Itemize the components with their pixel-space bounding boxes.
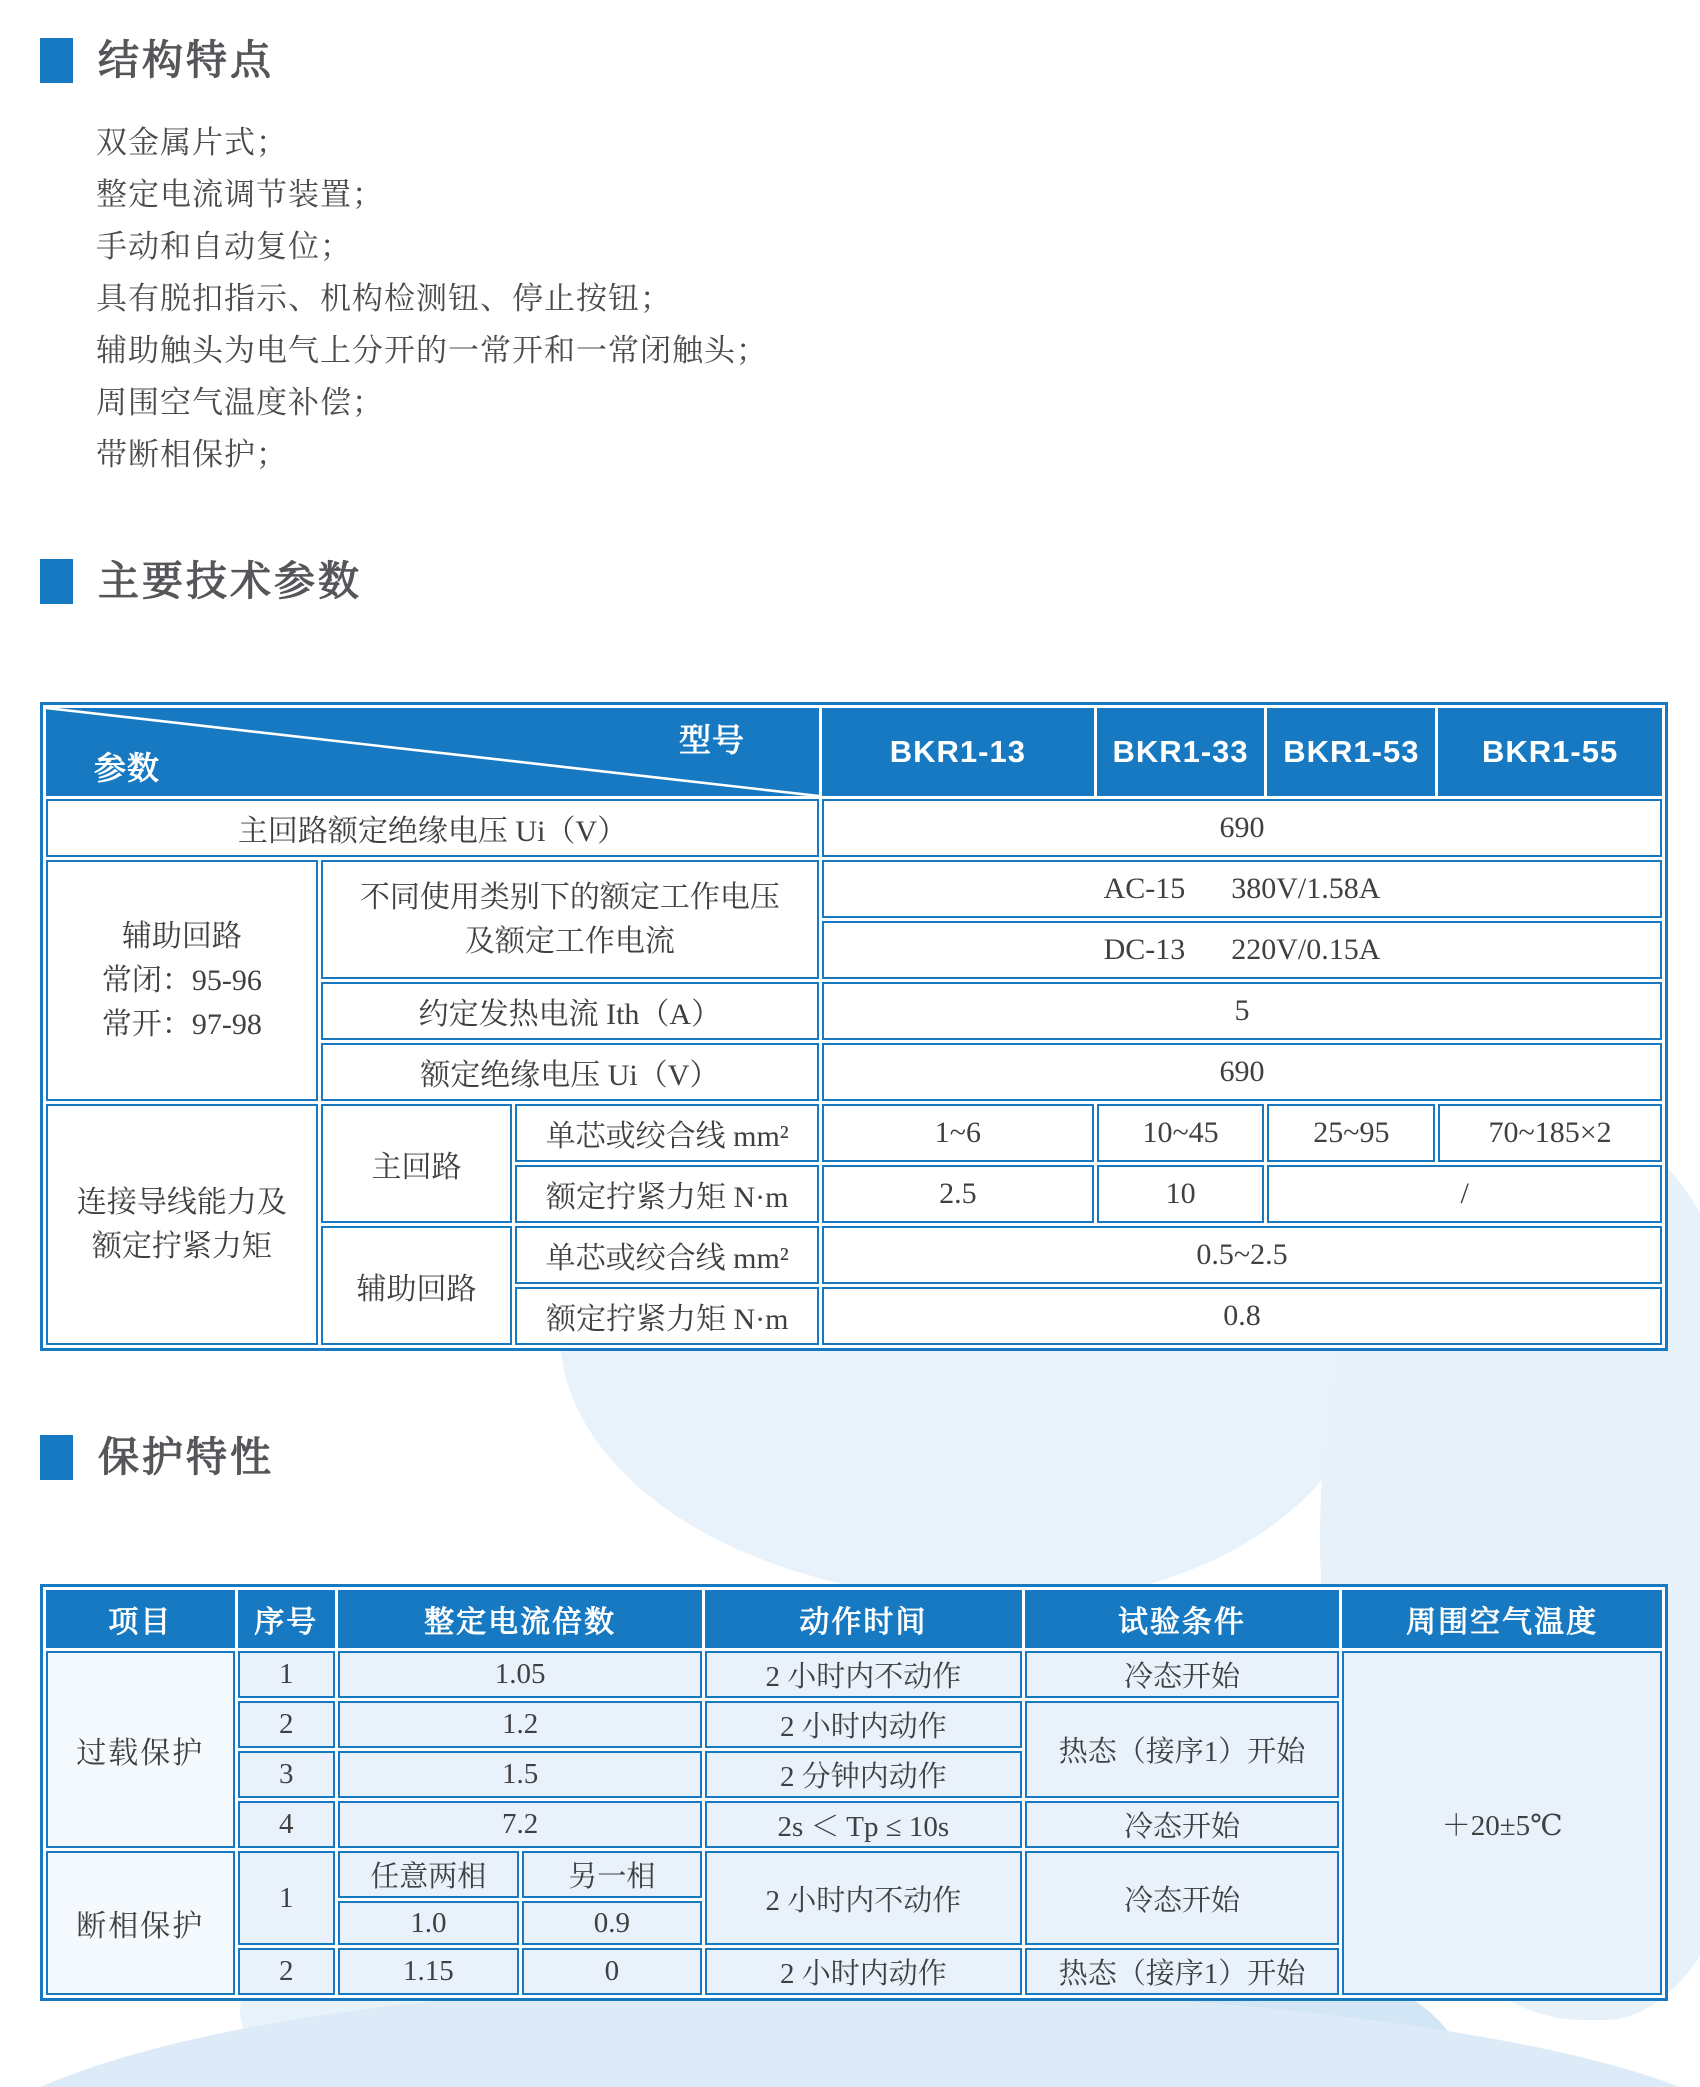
time-cell: 2 分钟内动作: [705, 1751, 1021, 1798]
main-wire-value-cell: 10~45: [1097, 1104, 1265, 1162]
table-header-row: [46, 1590, 1662, 1648]
corner-label-model: 型号: [679, 722, 746, 758]
ac-value: 380V/1.58A: [1231, 872, 1381, 905]
wire-size-label-cell: 单芯或绞合线 mm²: [515, 1104, 819, 1162]
table-header-row: [46, 708, 1662, 796]
header-current-multiple: 整定电流倍数: [338, 1590, 702, 1648]
model-header-bkr1-55: BKR1-55: [1438, 708, 1662, 796]
corner-label-parameter: 参数: [94, 750, 161, 786]
aux-circuit-line: 常开：97-98: [101, 1007, 262, 1041]
section-heading-protection: [40, 1435, 1668, 1480]
corner-cell: [46, 708, 819, 796]
condition-cell: 冷态开始: [1025, 1651, 1340, 1698]
ith-value-cell: 5: [822, 982, 1662, 1040]
two-phase-subheader-cell: 任意两相: [338, 1851, 519, 1898]
overload-group-cell: 过载保护: [46, 1651, 235, 1848]
two-phase-value-cell: 1.15: [338, 1948, 519, 1995]
torque-label-cell: 额定拧紧力矩 N·m: [515, 1165, 819, 1223]
feature-item: 具有脱扣指示、机构检测钮、停止按钮；: [96, 281, 672, 316]
time-cell: 2 小时内动作: [705, 1701, 1021, 1748]
serial-cell: 1: [238, 1851, 335, 1945]
model-header-bkr1-33: BKR1-33: [1097, 708, 1265, 796]
section-bullet-square: [40, 38, 73, 83]
multiple-cell: 1.05: [338, 1651, 702, 1698]
multiple-cell: 1.5: [338, 1751, 702, 1798]
time-cell: 2 小时内不动作: [705, 1651, 1021, 1698]
feature-item: 双金属片式；: [96, 125, 288, 160]
torque-label-cell: 额定拧紧力矩 N·m: [515, 1287, 819, 1345]
technical-parameters-table: [40, 702, 1668, 1351]
condition-cell: 冷态开始: [1025, 1801, 1340, 1848]
model-header-bkr1-53: BKR1-53: [1267, 708, 1435, 796]
header-item: 项目: [46, 1590, 235, 1648]
serial-cell: 2: [238, 1701, 335, 1748]
time-cell: 2 小时内动作: [705, 1948, 1021, 1995]
section-bullet-square: [40, 559, 73, 604]
time-cell: 2s ＜ Tp ≤ 10s: [705, 1801, 1021, 1848]
aux-wire-value-cell: 0.5~2.5: [822, 1226, 1662, 1284]
main-circuit-label-cell: 主回路: [321, 1104, 513, 1223]
ambient-temperature-cell: ＋20±5℃: [1342, 1651, 1662, 1995]
serial-cell: 3: [238, 1751, 335, 1798]
dc-rating-cell: [822, 921, 1662, 979]
table-row: [46, 799, 1662, 857]
serial-cell: 4: [238, 1801, 335, 1848]
serial-cell: 1: [238, 1651, 335, 1698]
feature-item: 周围空气温度补偿；: [96, 385, 384, 420]
main-ui-value-cell: 690: [822, 799, 1662, 857]
section-title-params: 主要技术参数: [98, 558, 362, 604]
feature-item: 手动和自动复位；: [96, 229, 352, 264]
duty-class-label-cell: [321, 860, 819, 979]
section-title-protection: 保护特性: [98, 1434, 274, 1480]
table-row: [46, 1651, 1662, 1698]
wiring-group-line: 连接导线能力及: [76, 1185, 287, 1219]
two-phase-value-cell: 1.0: [338, 1901, 519, 1945]
feature-item: 整定电流调节装置；: [96, 177, 384, 212]
table-row: [46, 860, 1662, 918]
ith-label-cell: 约定发热电流 Ith（A）: [321, 982, 819, 1040]
wiring-group-cell: [46, 1104, 318, 1345]
condition-cell: 热态（接序1）开始: [1025, 1701, 1340, 1798]
feature-item: 带断相保护；: [96, 437, 288, 472]
other-phase-value-cell: 0.9: [522, 1901, 703, 1945]
aux-circuit-line: 常闭：95-96: [101, 963, 262, 997]
header-serial: 序号: [238, 1590, 335, 1648]
aux-circuit-label-cell: 辅助回路: [321, 1226, 513, 1345]
other-phase-subheader-cell: 另一相: [522, 1851, 703, 1898]
condition-cell: 热态（接序1）开始: [1025, 1948, 1340, 1995]
aux-torque-value-cell: 0.8: [822, 1287, 1662, 1345]
wire-size-label-cell: 单芯或绞合线 mm²: [515, 1226, 819, 1284]
feature-list: [96, 117, 1668, 481]
header-action-time: 动作时间: [705, 1590, 1021, 1648]
multiple-cell: 1.2: [338, 1701, 702, 1748]
aux-ui-label-cell: 额定绝缘电压 Ui（V）: [321, 1043, 819, 1101]
other-phase-value-cell: 0: [522, 1948, 703, 1995]
duty-class-label-line: 不同使用类别下的额定工作电压: [359, 880, 780, 914]
main-torque-value-cell: 10: [1097, 1165, 1265, 1223]
section-heading-features: [40, 38, 1668, 83]
ac-class: AC-15: [1103, 872, 1186, 905]
dc-value: 220V/0.15A: [1231, 933, 1381, 966]
main-torque-value-cell: /: [1267, 1165, 1662, 1223]
model-header-bkr1-13: BKR1-13: [822, 708, 1094, 796]
serial-cell: 2: [238, 1948, 335, 1995]
ac-rating-cell: [822, 860, 1662, 918]
section-heading-params: [40, 559, 1668, 604]
aux-circuit-group-cell: [46, 860, 318, 1101]
main-wire-value-cell: 1~6: [822, 1104, 1094, 1162]
protection-characteristics-table: [40, 1584, 1668, 2001]
main-wire-value-cell: 25~95: [1267, 1104, 1435, 1162]
multiple-cell: 7.2: [338, 1801, 702, 1848]
section-bullet-square: [40, 1435, 73, 1480]
feature-item: 辅助触头为电气上分开的一常开和一常闭触头；: [96, 333, 768, 368]
condition-cell: 冷态开始: [1025, 1851, 1340, 1945]
main-torque-value-cell: 2.5: [822, 1165, 1094, 1223]
header-test-condition: 试验条件: [1025, 1590, 1340, 1648]
dc-class: DC-13: [1103, 933, 1186, 966]
wiring-group-line: 额定拧紧力矩: [91, 1229, 272, 1263]
aux-circuit-line: 辅助回路: [121, 919, 242, 953]
phase-loss-group-cell: 断相保护: [46, 1851, 235, 1995]
section-title-features: 结构特点: [98, 37, 274, 83]
aux-ui-value-cell: 690: [822, 1043, 1662, 1101]
table-row: [46, 1104, 1662, 1162]
header-ambient-temperature: 周围空气温度: [1342, 1590, 1662, 1648]
main-wire-value-cell: 70~185×2: [1438, 1104, 1662, 1162]
duty-class-label-line: 及额定工作电流: [464, 924, 675, 958]
main-ui-label-cell: 主回路额定绝缘电压 Ui（V）: [46, 799, 819, 857]
time-cell: 2 小时内不动作: [705, 1851, 1021, 1945]
